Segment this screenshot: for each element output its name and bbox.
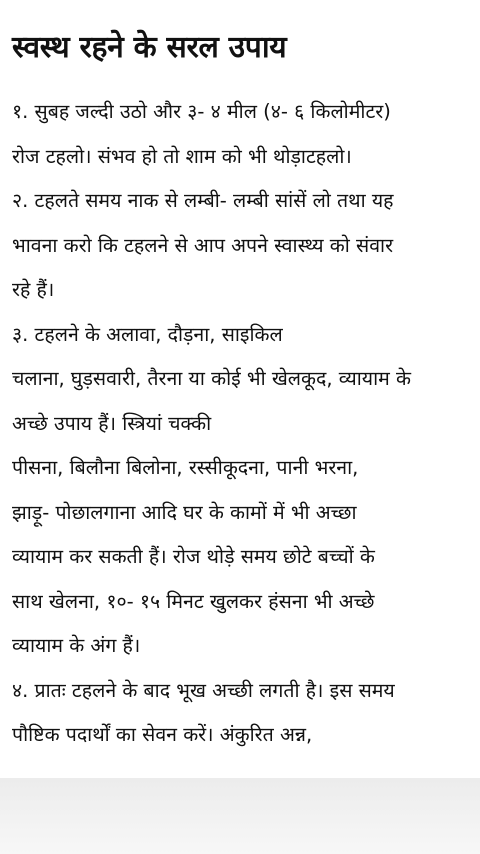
text-line: व्यायाम के अंग हैं। (12, 634, 141, 657)
text-line: पीसना, बिलौना बिलोना, रस्सीकूदना, पानी भरना, (12, 456, 359, 479)
text-line: रहे हैं। (12, 278, 55, 301)
text-line: रोज टहलो। संभव हो तो शाम को भी थोड़ाटहलो। (12, 144, 352, 168)
bottom-bar (0, 778, 480, 854)
text-line: पौष्टिक पदार्थों का सेवन करें। अंकुरित अन्न, (12, 723, 313, 746)
text-line: झाड़ू- पोछालगाना आदि घर के कामों में भी अच्छा (12, 500, 357, 524)
paragraph-2 (12, 179, 468, 313)
text-line: १. सुबह जल्दी उठो और ३- ४ मील (४- ६ किलोमीटर) (12, 100, 391, 123)
text-line: व्यायाम कर सकती हैं। रोज थोड़े समय छोटे बच्चों के (12, 545, 375, 568)
text-line: ३. टहलने के अलावा, दौड़ना, साइकिल (12, 322, 283, 346)
paragraph-3 (12, 313, 468, 669)
paragraph-4 (12, 669, 468, 758)
text-line: २. टहलते समय नाक से लम्बी- लम्बी सांसें लो तथा यह (12, 189, 394, 212)
article-body (12, 90, 468, 758)
text-line: साथ खेलना, १०- १५ मिनट खुलकर हंसना भी अच्छे (12, 589, 375, 613)
text-line: अच्छे उपाय हैं। स्त्रियां चक्की (12, 411, 212, 435)
paragraph-1 (12, 90, 468, 179)
text-line: ४. प्रातः टहलने के बाद भूख अच्छी लगती है। इस समय (12, 678, 395, 702)
article-title: स्वस्थ रहने के सरल उपाय (12, 30, 287, 65)
text-line: भावना करो कि टहलने से आप अपने स्वास्थ्य को संवार (12, 233, 394, 257)
text-line: चलाना, घुड़सवारी, तैरना या कोई भी खेलकूद, व्यायाम के (12, 367, 411, 390)
